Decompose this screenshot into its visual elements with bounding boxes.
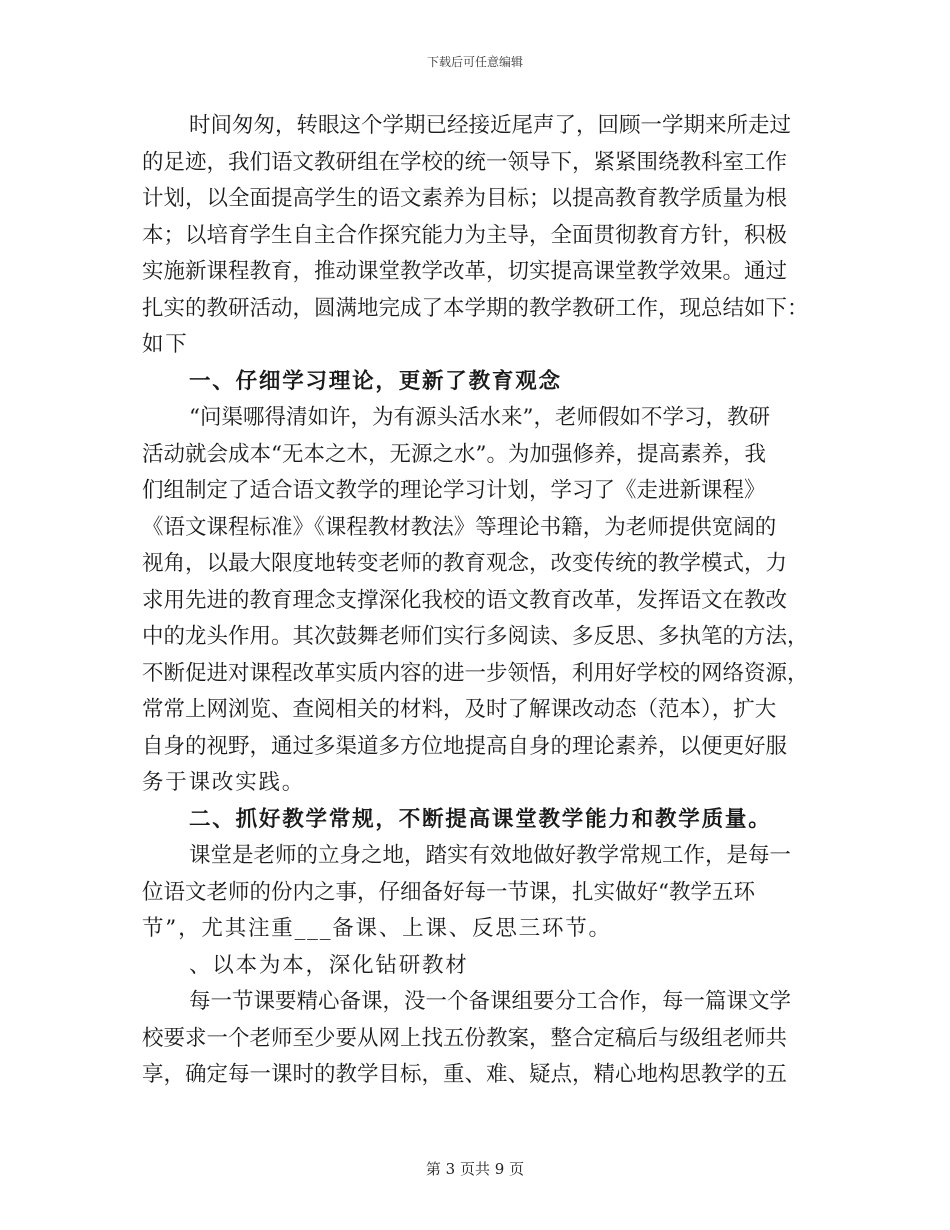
text-line: 如下 [142,332,189,357]
text-line: 求用先进的教育理念支撑深化我校的语文教育改革，发挥语文在教改 [142,587,788,613]
text-line: 时间匆匆，转眼这个学期已经接近尾声了，回顾一学期来所走过 [189,113,792,138]
text-line: 课堂是老师的立身之地，踏实有效地做好教学常规工作，是每一 [189,843,792,868]
text-line: 的足迹，我们语文教研组在学校的统一领导下，紧紧围绕教科室工作 [142,149,788,175]
text-line: 不断促进对课程改革实质内容的进一步领悟，利用好学校的网络资源， [142,660,809,686]
text-line: 本；以培育学生自主合作探究能力为主导，全面贯彻教育方针，积极 [142,222,788,248]
text-line: 享，确定每一课时的教学目标，重、难、疑点，精心地构思教学的五 [142,1062,788,1087]
text-line: “问渠哪得清如许，为有源头活水来”，老师假如不学习，教研 [189,405,770,430]
text-line: 中的龙头作用。其次鼓舞老师们实行多阅读、多反思、多执笔的方法， [142,624,809,649]
section-heading: 一、仔细学习理论，更新了教育观念 [189,368,562,394]
text-line: 、以本为本，深化钻研教材 [189,952,469,978]
text-line: 《语文课程标准》《课程教材教法》等理论书籍，为老师提供宽阔的 [142,514,777,540]
text-line: 常常上网浏览、查阅相关的材料，及时了解课改动态（范本），扩大 [142,697,777,722]
text-line: 节”，尤其注重___备课、上课、反思三环节。 [142,916,612,941]
text-line: 校要求一个老师至少要从网上找五份教案，整合定稿后与级组老师共 [142,1025,788,1051]
text-line: 每一节课要精心备课，没一个备课组要分工合作，每一篇课文学 [189,989,792,1014]
section-heading: 二、抓好教学常规，不断提高课堂教学能力和教学质量。 [189,806,772,832]
page-header: 下载后可任意编辑 [426,55,523,69]
text-line: 活动就会成本“无本之木，无源之水”。为加强修养，提高素养，我 [142,441,766,467]
text-line: 自身的视野，通过多渠道多方位地提高自身的理论素养，以便更好服 [142,733,788,759]
text-line: 实施新课程教育，推动课堂教学改革，切实提高课堂教学效果。通过 [142,259,788,284]
text-line: 们组制定了适合语文教学的理论学习计划，学习了《走进新课程》 [142,478,766,503]
document-body [142,108,810,1094]
text-line: 位语文老师的份内之事，仔细备好每一节课，扎实做好“教学五环 [142,879,755,905]
text-line: 扎实的教研活动，圆满地完成了本学期的教学教研工作，现总结如下： [142,295,809,321]
text-line: 视角，以最大限度地转变老师的教育观念，改变传统的教学模式，力 [142,551,788,576]
text-line: 务于课改实践。 [142,770,306,795]
page-footer: 第 3 页共 9 页 [425,1160,525,1178]
text-line: 计划，以全面提高学生的语文素养为目标；以提高教育教学质量为根 [142,186,788,211]
